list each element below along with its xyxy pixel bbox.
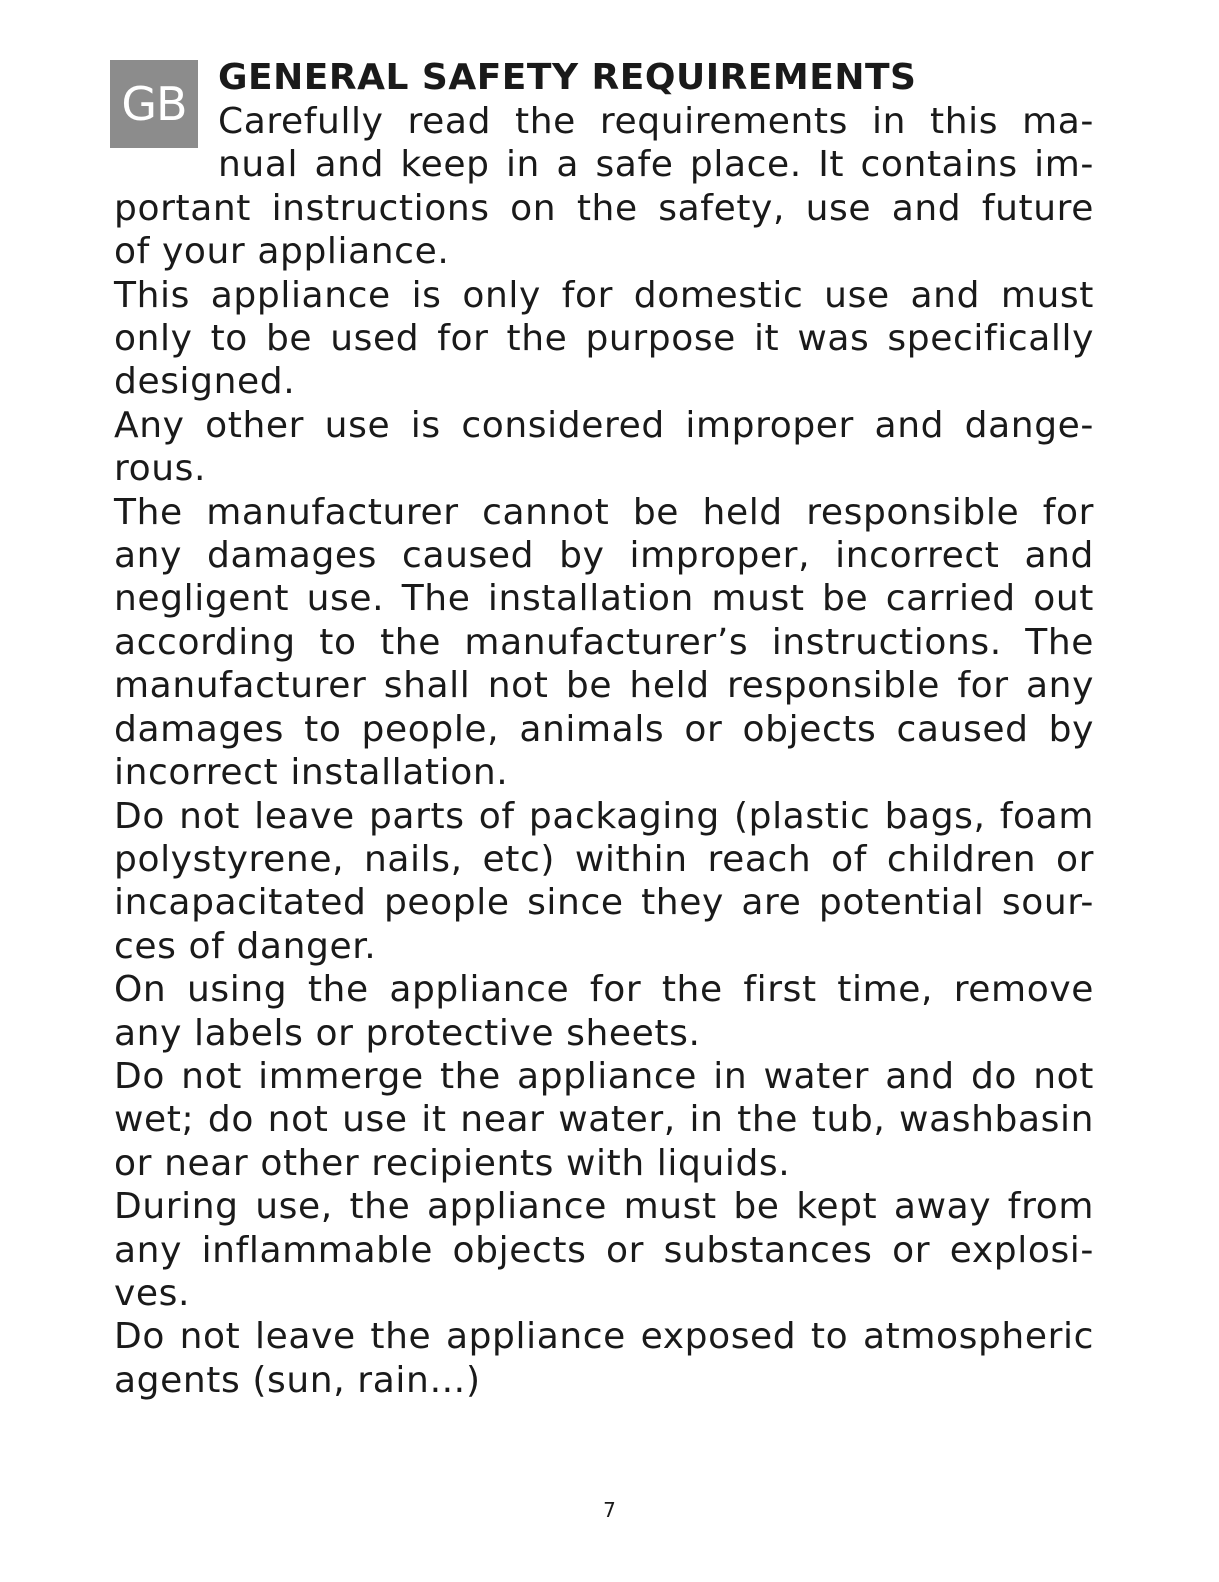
text-line: Do not leave parts of packaging (plastic bags, foam bbox=[114, 795, 1094, 837]
text-line: This appliance is only for domestic use and must bbox=[114, 274, 1094, 316]
text-line: according to the manufacturer’s instructions. The bbox=[114, 621, 1094, 663]
text-line: On using the appliance for the first time, remove bbox=[114, 969, 1094, 1011]
text-line: Do not leave the appliance exposed to atmospheric bbox=[114, 1316, 1094, 1358]
manual-page bbox=[114, 56, 1094, 1402]
text-line: ves. bbox=[114, 1272, 191, 1314]
text-line: During use, the appliance must be kept away from bbox=[114, 1186, 1094, 1228]
text-line: incorrect installation. bbox=[114, 752, 509, 794]
text-line: damages to people, animals or objects caused by bbox=[114, 708, 1094, 750]
text-line: nual and keep in a safe place. It contains im- bbox=[218, 144, 1094, 186]
text-line: wet; do not use it near water, in the tub, washbasin bbox=[114, 1099, 1094, 1141]
text-line: or near other recipients with liquids. bbox=[114, 1142, 791, 1184]
page-number: 7 bbox=[603, 1498, 616, 1522]
text-line: incapacitated people since they are potential sour- bbox=[114, 882, 1094, 924]
section-header bbox=[114, 56, 1094, 148]
language-badge: GB bbox=[110, 60, 198, 148]
text-line: Carefully read the requirements in this ma- bbox=[218, 101, 1094, 142]
section-title: GENERAL SAFETY REQUIREMENTS bbox=[218, 57, 917, 98]
text-line: ces of danger. bbox=[114, 925, 377, 967]
text-line: designed. bbox=[114, 361, 296, 403]
text-line: any labels or protective sheets. bbox=[114, 1012, 701, 1054]
text-line: agents (sun, rain…) bbox=[114, 1359, 481, 1401]
text-line: Any other use is considered improper and dange- bbox=[114, 404, 1094, 446]
safety-text bbox=[114, 100, 1094, 1402]
text-line: only to be used for the purpose it was specifically bbox=[114, 318, 1094, 360]
text-line: rous. bbox=[114, 448, 207, 490]
text-line: polystyrene, nails, etc) within reach of children or bbox=[114, 838, 1094, 880]
text-line: any inflammable objects or substances or explosi- bbox=[114, 1229, 1094, 1271]
text-line: of your appliance. bbox=[114, 231, 450, 273]
text-line: Do not immerge the appliance in water and do not bbox=[114, 1055, 1094, 1097]
text-line: The manufacturer cannot be held responsible for bbox=[114, 491, 1094, 533]
text-line: any damages caused by improper, incorrect and bbox=[114, 535, 1094, 577]
text-line: portant instructions on the safety, use and future bbox=[114, 187, 1094, 229]
text-line: manufacturer shall not be held responsible for any bbox=[114, 665, 1094, 707]
text-line: negligent use. The installation must be carried out bbox=[114, 578, 1094, 620]
